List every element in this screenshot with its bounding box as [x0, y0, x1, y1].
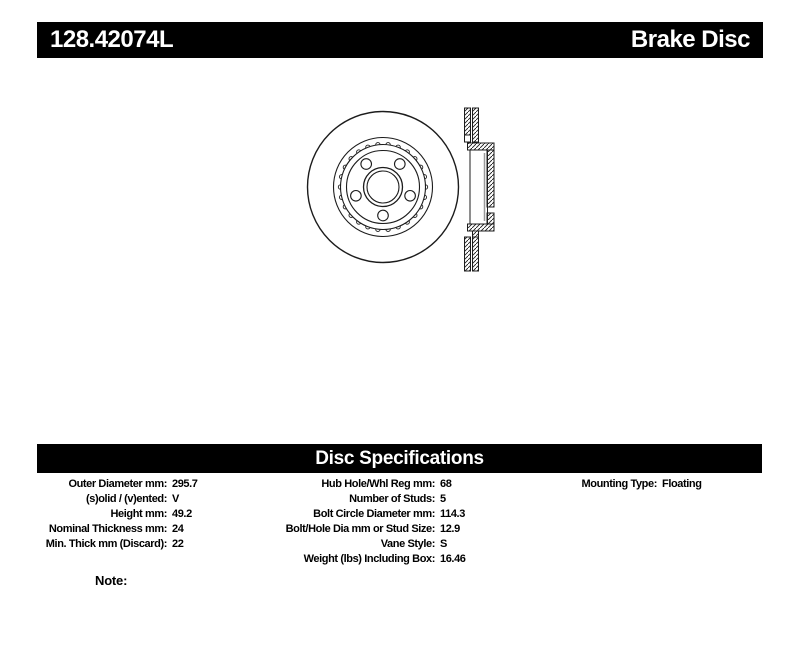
spec-row [285, 522, 466, 537]
spec-row [285, 537, 466, 552]
spec-value: 295.7 [172, 478, 198, 490]
spec-column-left [40, 477, 198, 552]
spec-column-middle [285, 477, 466, 567]
spec-value: S [440, 538, 447, 550]
spec-label: Outer Diameter mm: [68, 478, 167, 490]
spec-label: Min. Thick mm (Discard): [45, 538, 167, 550]
brake-disc-drawing [280, 90, 520, 290]
spec-value: 49.2 [172, 508, 192, 520]
spec-label: Vane Style: [380, 538, 435, 550]
spec-value: 24 [172, 523, 184, 535]
spec-row [40, 522, 198, 537]
spec-row [285, 552, 466, 567]
spec-label: Height mm: [110, 508, 167, 520]
page-title: Brake Disc [630, 26, 750, 53]
spec-row [545, 477, 702, 492]
spec-label: Number of Studs: [349, 493, 435, 505]
spec-label: (s)olid / (v)ented: [85, 493, 167, 505]
spec-label: Mounting Type: [581, 478, 657, 490]
spec-row [40, 507, 198, 522]
spec-label: Bolt/Hole Dia mm or Stud Size: [285, 523, 435, 535]
spec-label: Bolt Circle Diameter mm: [313, 508, 435, 520]
spec-label: Nominal Thickness mm: [48, 523, 167, 535]
spec-label: Weight (lbs) Including Box: [303, 553, 435, 565]
spec-value: 22 [172, 538, 184, 550]
brake-disc-cross-section [465, 108, 495, 271]
part-number: 128.42074L [50, 26, 174, 53]
spec-row [40, 537, 198, 552]
header-bar [37, 22, 763, 58]
spec-label: Hub Hole/Whl Reg mm: [321, 478, 435, 490]
spec-value: 68 [440, 478, 452, 490]
spec-value: V [172, 493, 179, 505]
spec-row [40, 477, 198, 492]
spec-row [285, 492, 466, 507]
spec-value: 114.3 [440, 508, 465, 520]
spec-value: 5 [440, 493, 446, 505]
spec-section-title: Disc Specifications [315, 447, 484, 469]
spec-value: 12.9 [440, 523, 460, 535]
spec-value: Floating [662, 478, 702, 490]
spec-row [40, 492, 198, 507]
note-label: Note: [95, 573, 128, 588]
brake-disc-front-view [308, 112, 459, 263]
spec-value: 16.46 [440, 553, 466, 565]
spec-row [285, 507, 466, 522]
spec-column-right [545, 477, 702, 492]
spec-row [285, 477, 466, 492]
spec-section-header [37, 444, 762, 473]
